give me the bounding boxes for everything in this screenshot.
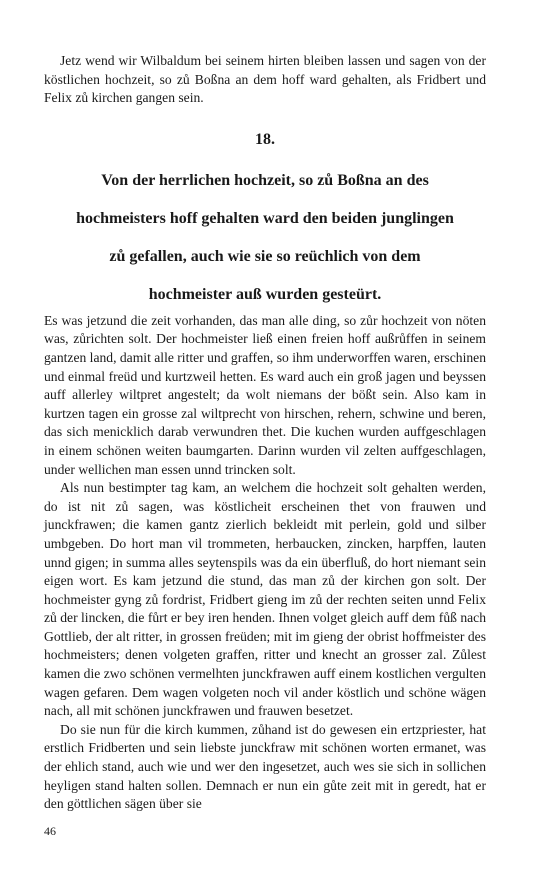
body-paragraph: Als nun bestimpter tag kam, an welchem die hochzeit solt gehalten werden, do ist nit zů sagen, was köstlicheit erscheinen thet von frauwen und junckfrawen; die kamen gantz zierlich bekleidt mit perlein, gold und silber umbgeben. Do hort man vil trommeten, herbaucken, zincken, harpffen, lauten unnd gigen; in summa alles seytenspils was da ein überfluß, do hort niemant sein eigen wort. Es kam jetzund die stund, das man zů der kirchen gon solt. Der hochmeister gyng zů fordrist, Fridbert gieng im zů der rechten seiten unnd Felix zů der lincken, die fůrt er bey iren henden. Ihnen volget gleich auff dem fůß nach Gottlieb, der alt ritter, in grossen freüden; mit im gieng der obrist hoffmeister des hochmeisters; denen volgeten graffen, ritter und knecht an grosser zal. Zůlest kamen die zwo schönen vermelhten junckfrawen auff einem kostlichen vergulten wagen gefaren. Dem wagen volgeten noch vil ander köstlich und schöne wägen nach, all mit schönen junckfrawen und frauwen besetzet. bbox=[44, 480, 486, 719]
body-paragraph: Do sie nun für die kirch kummen, zůhand ist do gewesen ein ertzpriester, hat erstlich Fridberten und sein liebste junckfraw mit schönen worten ermanet, was der ehlich stand, auch wie und wer den ingesetzet, auch wes sie sich in sollichen heyligen stand halten sollen. Demnach er nun ein gůte zeit mit in geredt, hat er den göttlichen sägen über sie bbox=[44, 721, 486, 812]
book-page bbox=[44, 52, 486, 814]
chapter-number: 18. bbox=[255, 130, 275, 148]
chapter-title-line: zů gefallen, auch wie sie so reüchlich von dem bbox=[109, 247, 421, 265]
chapter-title-line: hochmeisters hoff gehalten ward den beiden junglingen bbox=[76, 209, 454, 227]
intro-paragraph: Jetz wend wir Wilbaldum bei seinem hirten bleiben lassen und sagen von der köstlichen hochzeit, so zů Boßna an dem hoff ward gehalten, als Fridbert und Felix zů kirchen gangen sein. bbox=[44, 53, 486, 106]
body-paragraph: Es was jetzund die zeit vorhanden, das man alle ding, so zůr hochzeit von nöten was, zůrichten solt. Der hochmeister ließ einen freien hoff außrůffen in seinem gantzen land, damit alle ritter und graffen, so ihm underworffen waren, erschinen und einmal freüd und kurtzweil hetten. Es ward auch ein groß jagen und beyssen auff allerley wiltpret angestelt; da wolt niemans der bößt sein. Also kam in kurtzen tagen ein grosse zal wiltprecht von hirschen, rehern, schwine und beren, das sich menicklich darab verwundren thet. Die kuchen wurden auffgeschlagen in einem schönen weiten baumgarten. Darinn wurden vil zelten auffgeschlagen, under wellichen man essen unnd trincken solt. bbox=[44, 312, 486, 477]
page-number: 46 bbox=[44, 824, 56, 838]
chapter-title bbox=[44, 162, 486, 314]
chapter-title-line: hochmeister auß wurden gesteürt. bbox=[148, 285, 382, 303]
chapter-title-line: Von der herrlichen hochzeit, so zů Boßna an des bbox=[101, 171, 429, 189]
